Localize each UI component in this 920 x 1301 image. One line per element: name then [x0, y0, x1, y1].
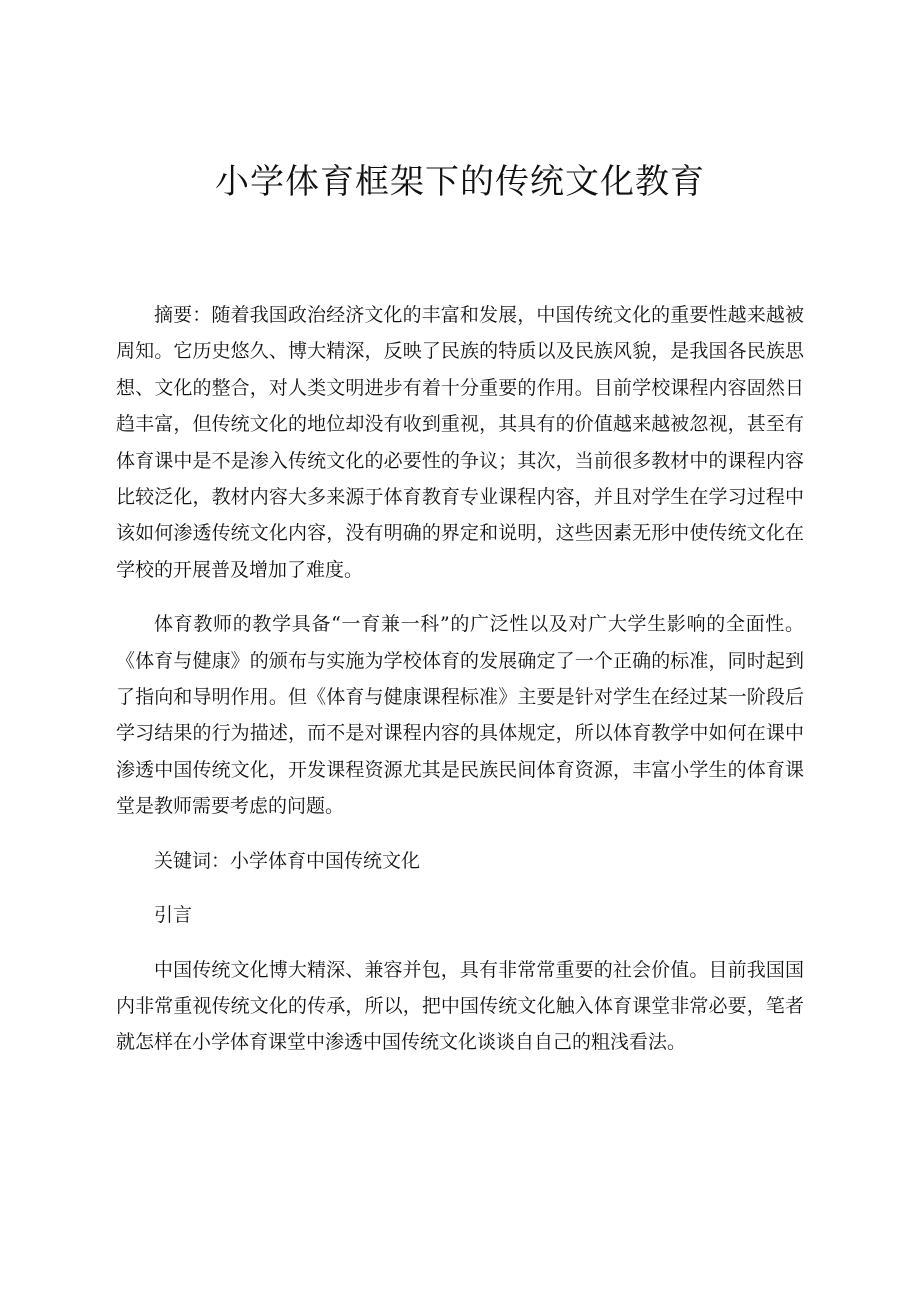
keywords-line: 关键词：小学体育中国传统文化	[154, 849, 421, 872]
introduction-paragraph: 中国传统文化博大精深、兼容并包，具有非常常重要的社会价值。目前我国国内非常重视传统文化的传承，所以，把中国传统文化触入体育课堂非常必要，笔者就怎样在小学体育课堂中渗透中国传统文化谈谈自自己的粗浅看法。	[116, 958, 804, 1054]
abstract-paragraph: 摘要：随着我国政治经济文化的丰富和发展，中国传统文化的重要性越来越被周知。它历史悠久、博大精深，反映了民族的特质以及民族风貌，是我国各民族思想、文化的整合，对人类文明进步有着十分重要的作用。目前学校课程内容固然日趋丰富，但传统文化的地位却没有收到重视，其具有的价值越来越被忽视，甚至有体育课中是不是渗入传统文化的必要性的争议；其次，当前很多教材中的课程内容比较泛化，教材内容大多来源于体育教育专业课程内容，并且对学生在学习过程中该如何渗透传统文化内容，没有明确的界定和说明，这些因素无形中使传统文化在学校的开展普及增加了难度。	[116, 304, 804, 581]
document-body	[116, 297, 804, 1079]
document-title: 小学体育框架下的传统文化教育	[215, 162, 705, 202]
body-paragraph: 体育教师的教学具备“一育兼一科”的广泛性以及对广大学生影响的全面性。《体育与健康》的颁布与实施为学校体育的发展确定了一个正确的标准，同时起到了指向和导明作用。但《体育与健康课程标准》主要是针对学生在经过某一阶段后学习结果的行为描述，而不是对课程内容的具体规定，所以体育教学中如何在课中渗透中国传统文化，开发课程资源尤其是民族民间体育资源，丰富小学生的体育课堂是教师需要考虑的问题。	[116, 613, 804, 818]
section-heading-introduction: 引言	[154, 904, 193, 927]
